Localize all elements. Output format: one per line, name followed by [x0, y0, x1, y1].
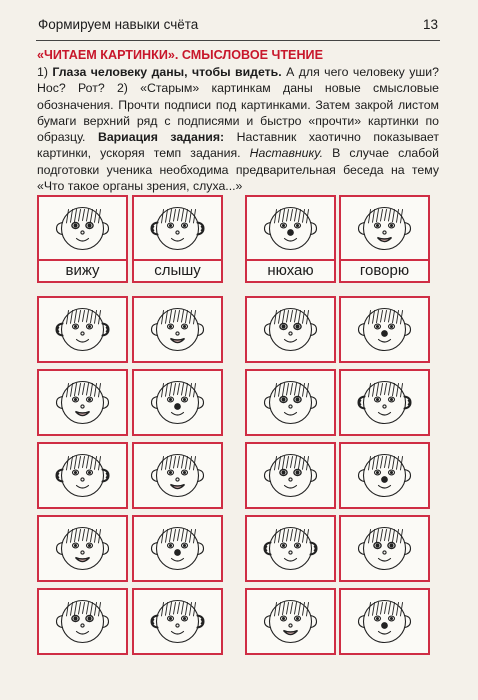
- instructions-text: [37, 64, 439, 194]
- picture-card: [37, 515, 128, 582]
- instructions-part: 1): [37, 65, 53, 79]
- picture-card: [37, 296, 128, 363]
- instructions-part: Наставник хаотично показывает картинки, ускоряя темп задания.: [37, 130, 439, 161]
- instructions-bold: Вариация задания:: [97, 130, 225, 145]
- face-icon: [247, 371, 334, 434]
- face-icon: [341, 298, 428, 361]
- instructions-italic: Наставнику.: [249, 146, 324, 161]
- face-icon: [134, 371, 221, 434]
- instructions-part: А для чего человеку уши? Нос? Рот? 2) «Старым» картинкам даны новые смысловые обозначения. Прочти подписи под картинками. Затем закрой листом бумаги верхний ряд с подписями и быстро «прочти» картинки по образцу.: [37, 65, 439, 145]
- instructions-part: В случае слабой подготовки ученика необходима предварительная беседа на тему «Что такое органы зрения, слуха...»: [37, 146, 440, 194]
- picture-card: [245, 296, 336, 363]
- picture-card: [339, 515, 430, 582]
- picture-card: [245, 369, 336, 436]
- picture-card: [132, 369, 223, 436]
- face-icon: [39, 298, 126, 361]
- face-icon: [39, 371, 126, 434]
- picture-card: [132, 588, 223, 655]
- picture-card: [132, 296, 223, 363]
- picture-card: [245, 195, 336, 262]
- face-icon: [39, 590, 126, 653]
- picture-card: [132, 442, 223, 509]
- face-icon: [134, 590, 221, 653]
- instructions-bold: Глаза человеку даны, чтобы видеть.: [52, 65, 282, 79]
- face-icon: [247, 444, 334, 507]
- face-icon: [39, 517, 126, 580]
- section-title: «ЧИТАЕМ КАРТИНКИ». СМЫСЛОВОЕ ЧТЕНИЕ: [37, 48, 324, 62]
- header-divider: [36, 40, 440, 41]
- picture-card: [339, 442, 430, 509]
- sample-word-label: вижу: [37, 259, 128, 283]
- picture-card: [245, 442, 336, 509]
- face-icon: [247, 590, 334, 653]
- face-icon: [134, 298, 221, 361]
- picture-card: [245, 588, 336, 655]
- sample-word-label: слышу: [132, 259, 223, 283]
- picture-card: [37, 369, 128, 436]
- picture-card: [339, 369, 430, 436]
- header-title: Формируем навыки счёта: [38, 17, 199, 32]
- face-icon: [341, 197, 428, 260]
- face-icon: [247, 517, 334, 580]
- face-icon: [247, 298, 334, 361]
- page-header: [38, 14, 438, 38]
- face-icon: [134, 517, 221, 580]
- picture-card: [339, 296, 430, 363]
- picture-card: [37, 442, 128, 509]
- page-number: 13: [422, 17, 438, 32]
- picture-card: [37, 588, 128, 655]
- sample-word-label: нюхаю: [245, 259, 336, 283]
- face-icon: [341, 590, 428, 653]
- face-icon: [341, 371, 428, 434]
- picture-card: [339, 195, 430, 262]
- picture-card: [132, 195, 223, 262]
- face-icon: [134, 444, 221, 507]
- face-icon: [247, 197, 334, 260]
- sample-word-label: говорю: [339, 259, 430, 283]
- face-icon: [39, 197, 126, 260]
- picture-card: [132, 515, 223, 582]
- face-icon: [134, 197, 221, 260]
- face-icon: [341, 444, 428, 507]
- face-icon: [39, 444, 126, 507]
- picture-card: [37, 195, 128, 262]
- picture-card: [339, 588, 430, 655]
- face-icon: [341, 517, 428, 580]
- picture-card: [245, 515, 336, 582]
